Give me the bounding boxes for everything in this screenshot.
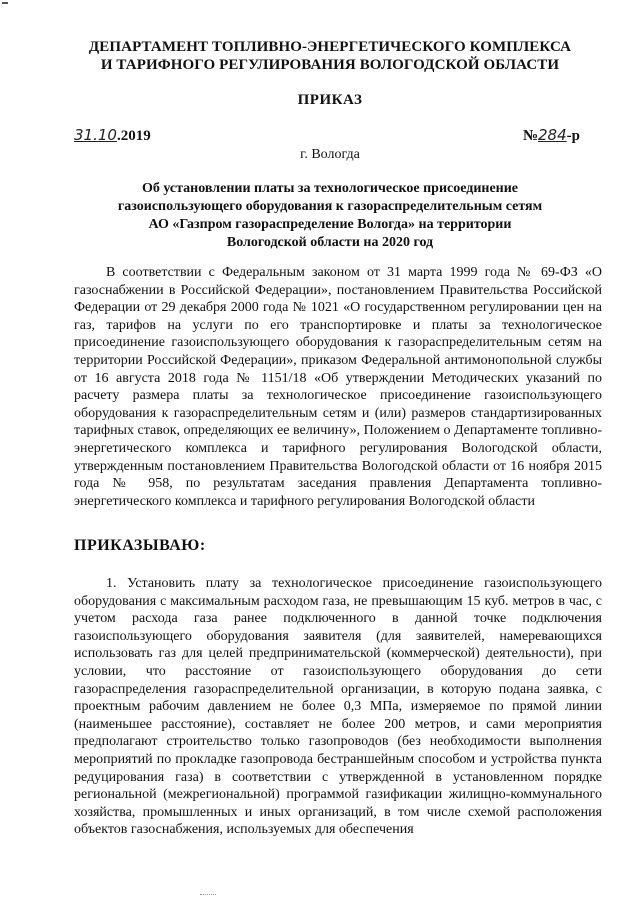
number-prefix: № [522,128,539,144]
handwritten-date: 31.10 [74,126,117,144]
number-suffix: -р [566,128,580,144]
department-header [60,38,600,74]
subject-line-2: газоиспользующего оборудования к газораспределительным сетям [117,199,543,214]
header-line-2: И ТАРИФНОГО РЕГУЛИРОВАНИЯ ВОЛОГОДСКОЙ ОБЛАСТИ [100,57,560,73]
order-number [523,126,580,145]
order-date [74,126,151,145]
printed-year: .2019 [116,128,151,144]
preamble-paragraph: В соответствии с Федеральным законом от 31 марта 1999 года № 69-ФЗ «О газоснабжении в Российской Федерации», постановлением Правительства Российской Федерации от 29 декабря 2000 года № 1021 «О государственном регулировании цен на газ, тарифов на услуги по его транспортировке и платы за технологическое присоединение газоиспользующего оборудования к газораспределительным сетям на территории Российской Федерации», приказом Федеральной антимонопольной службы от 16 августа 2018 года № 1151/18 «Об утверждении Методических указаний по расчету размера платы за технологическое присоединение газоиспользующего оборудования к газораспределительным сетям и (или) размеров стандартизированных тарифных ставок, определяющих ее величину», Положением о Департаменте топливно-энергетического комплекса и тарифного регулирования Вологодской области, утвержденным постановлением Правительства Вологодской области от 16 ноября 2015 года № 958, по результатам заседания правления Департамента топливно-энергетического комплекса и тарифного регулирования Вологодской области [74,265,602,509]
order-subject [100,180,560,252]
city: г. Вологда [300,147,360,162]
scan-artifact-bottom [200,894,216,897]
order-keyword: ПРИКАЗЫВАЮ: [74,537,206,554]
order-item-1: 1. Установить плату за технологическое присоединение газоиспользующего оборудования с максимальным расходом газа, не превышающим 15 куб. метров в час, с учетом расхода газа ранее подключенного в данной точке подключения газоиспользующего оборудования заявителя (для заявителей, намеревающихся использовать газ для целей предпринимательской (коммерческой) деятельности), при условии, что расстояние от газоиспользующего оборудования до сети газораспределения газораспределительной организации, в которую подана заявка, с проектным рабочим давлением не более 0,3 МПа, измеряемое по прямой линии (наименьшее расстояние), составляет не более 200 метров, и сами мероприятия предполагают строительство только газопроводов (без необходимости выполнения мероприятий по прокладке газопровода бестраншейным способом и устройства пункта редуцирования газа) в соответствии с утвержденной в установленном порядке региональной (межрегиональной) программой газификации жилищно-коммунального хозяйства, промышленных и иных организаций, в том числе схемой расположения объектов газоснабжения, используемых для обеспечения [74,576,602,838]
document-type: ПРИКАЗ [297,92,363,108]
subject-line-4: Вологодской области на 2020 год [226,235,434,250]
subject-line-3: АО «Газпром газораспределение Вологда» на территории [148,217,512,232]
subject-line-1: Об установлении платы за технологическое присоединение [141,181,519,196]
handwritten-number: 284 [538,126,567,144]
header-line-1: ДЕПАРТАМЕНТ ТОПЛИВНО-ЭНЕРГЕТИЧЕСКОГО КОМПЛЕКСА [88,39,572,55]
scan-artifact [2,2,8,4]
